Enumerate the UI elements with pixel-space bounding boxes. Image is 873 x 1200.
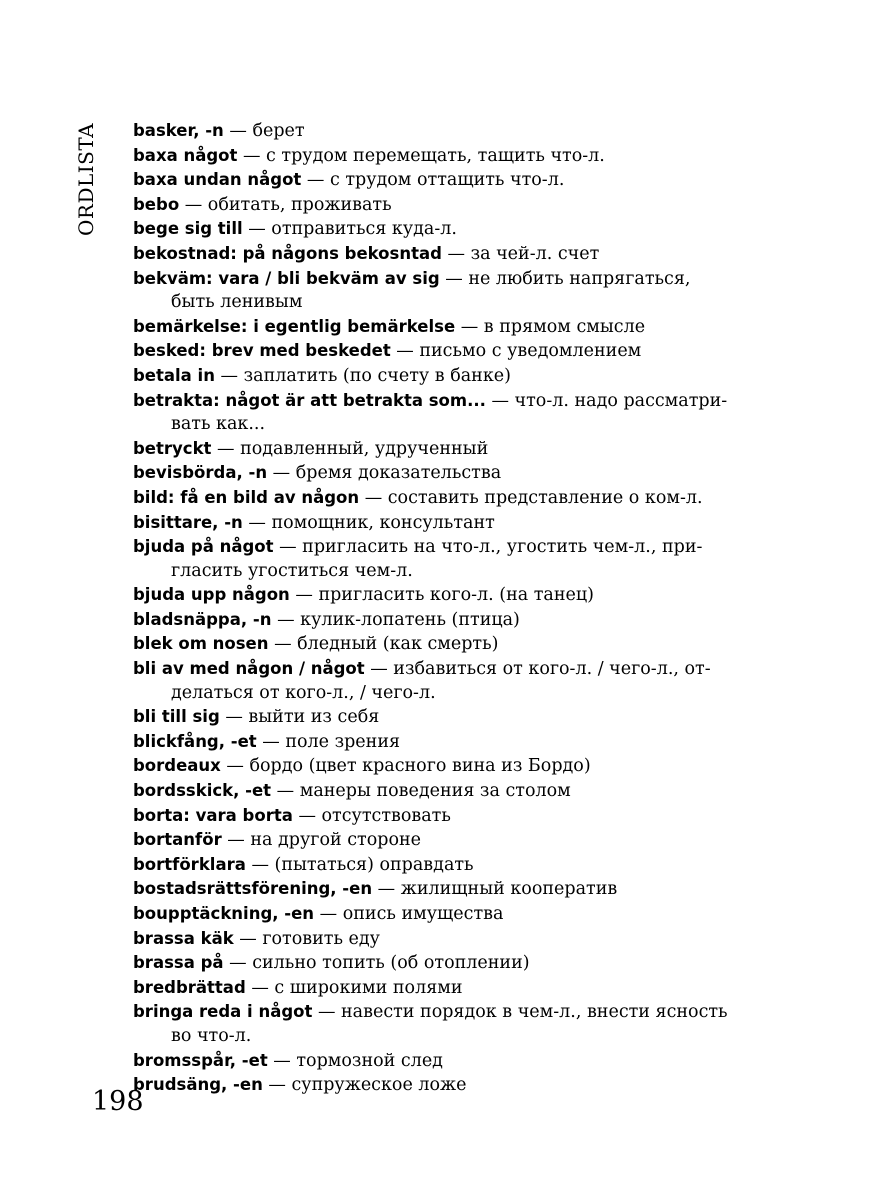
entry-headword: bemärkelse: i egentlig bemärkelse: [133, 316, 456, 336]
entry-headword: bostadsrättsförening, -en: [133, 879, 373, 899]
entry-headword: bekostnad: på någons bekosntad: [133, 243, 442, 263]
entry-headword: bild: få en bild av någon: [133, 487, 360, 507]
glossary-entry: [133, 976, 763, 1001]
entry-headword: basker, -n: [133, 121, 224, 140]
entry-headword: bladsnäppa, -n: [133, 609, 272, 629]
glossary-entry: [133, 315, 763, 340]
entry-translation: — жилищный кооператив: [377, 879, 618, 900]
entry-translation: — выйти из себя: [225, 707, 380, 728]
entry-translation: — помощник, консультант: [248, 512, 495, 533]
glossary-entry: [133, 389, 763, 437]
entry-translation: — манеры поведения за столом: [276, 781, 571, 802]
section-title: ORDLISTA: [74, 122, 98, 236]
page-number: 198: [92, 1086, 144, 1117]
glossary-entry: [133, 754, 763, 779]
entry-translation: — избавиться от кого-л. / чего-л., от-: [370, 659, 711, 680]
entry-translation: — что-л. надо рассматри-: [491, 390, 728, 411]
entry-translation: — подавленный, удрученный: [217, 438, 489, 459]
entry-translation: — не любить напрягаться,: [445, 268, 691, 289]
glossary-entry: [133, 217, 763, 242]
entry-headword: bebo: [133, 194, 180, 214]
entry-translation: — обитать, проживать: [184, 194, 392, 215]
entry-translation: — с трудом оттащить что-л.: [306, 170, 565, 191]
entry-headword: boupptäckning, -en: [133, 904, 315, 923]
entry-translation-continued: во что-л.: [171, 1025, 252, 1046]
glossary-entry: [133, 583, 763, 608]
glossary-entry: [133, 364, 763, 389]
glossary-entry: [133, 339, 763, 364]
entry-translation: — составить представление о ком-л.: [364, 487, 703, 508]
entry-headword: bordeaux: [133, 756, 221, 776]
glossary-entry: [133, 1000, 763, 1048]
entry-translation: — кулик-лопатень (птица): [277, 609, 520, 630]
glossary-entry: [133, 828, 763, 853]
glossary-entry: [133, 119, 763, 144]
entry-translation: — супружеское ложе: [268, 1075, 467, 1096]
entry-translation: — тормозной след: [273, 1050, 443, 1071]
entry-headword: bortförklara: [133, 854, 246, 874]
entry-headword: besked: brev med beskedet: [133, 341, 391, 361]
entry-translation: — бледный (как смерть): [274, 634, 499, 655]
glossary-entry: [133, 193, 763, 218]
glossary-entry: [133, 705, 763, 730]
entry-headword: bli av med någon / något: [133, 659, 365, 679]
entry-headword: betala in: [133, 365, 215, 385]
entry-translation: — сильно топить (об отоплении): [229, 953, 530, 974]
entry-translation: — бордо (цвет красного вина из Бордо): [226, 756, 591, 777]
entry-translation: — за чей-л. счет: [447, 243, 600, 264]
entry-headword: brassa käk: [133, 928, 234, 948]
entry-translation: — на другой стороне: [227, 830, 422, 851]
glossary-entry: [133, 461, 763, 486]
entry-headword: bli till sig: [133, 707, 220, 727]
entry-translation: — пригласить на что-л., угостить чем-л., при-: [279, 537, 703, 558]
glossary-list: [133, 119, 763, 1098]
glossary-entry: [133, 877, 763, 902]
entry-translation-continued: быть ленивым: [171, 292, 303, 313]
entry-translation: — опись имущества: [319, 904, 504, 924]
glossary-entry: [133, 927, 763, 952]
entry-headword: blickfång, -et: [133, 731, 257, 751]
glossary-entry: [133, 951, 763, 976]
glossary-entry: [133, 853, 763, 878]
glossary-entry: [133, 632, 763, 657]
entry-headword: bredbrättad: [133, 977, 246, 997]
entry-translation: — берет: [229, 121, 305, 141]
glossary-entry: [133, 779, 763, 804]
entry-translation-continued: гласить угоститься чем-л.: [171, 560, 413, 581]
glossary-entry: [133, 168, 763, 193]
glossary-entry: [133, 242, 763, 267]
entry-translation: — с трудом перемещать, тащить что-л.: [242, 145, 605, 166]
entry-headword: brudsäng, -en: [133, 1075, 263, 1095]
entry-headword: borta: vara borta: [133, 805, 293, 825]
entry-headword: bekväm: vara / bli bekväm av sig: [133, 268, 440, 288]
entry-translation: — в прямом смысле: [460, 316, 646, 337]
entry-headword: bevisbörda, -n: [133, 463, 268, 483]
entry-headword: bordsskick, -et: [133, 781, 272, 801]
entry-translation: — навести порядок в чем-л., внести ясность: [317, 1002, 728, 1023]
entry-headword: bjuda upp någon: [133, 585, 290, 605]
entry-headword: baxa något: [133, 145, 238, 165]
entry-translation: — заплатить (по счету в банке): [220, 365, 511, 386]
entry-translation: — бремя доказательства: [272, 463, 502, 484]
glossary-entry: [133, 437, 763, 462]
glossary-entry: [133, 1049, 763, 1074]
entry-translation: — отправиться куда-л.: [248, 219, 457, 240]
entry-headword: bjuda på något: [133, 537, 274, 557]
entry-translation: — поле зрения: [262, 731, 401, 752]
entry-headword: bege sig till: [133, 219, 243, 239]
glossary-entry: [133, 267, 763, 315]
entry-translation: — отсутствовать: [298, 805, 451, 826]
entry-headword: blek om nosen: [133, 634, 269, 654]
glossary-entry: [133, 535, 763, 583]
glossary-entry: [133, 730, 763, 755]
entry-translation: — письмо с уведомлением: [396, 341, 642, 362]
entry-headword: baxa undan något: [133, 170, 302, 190]
glossary-entry: [133, 486, 763, 511]
entry-headword: bringa reda i något: [133, 1002, 313, 1022]
glossary-entry: [133, 1073, 763, 1098]
entry-headword: bortanför: [133, 830, 222, 850]
glossary-entry: [133, 657, 763, 705]
entry-headword: bromsspår, -et: [133, 1050, 268, 1070]
entry-translation: — пригласить кого-л. (на танец): [295, 585, 594, 606]
entry-translation: — с широкими полями: [251, 977, 463, 998]
glossary-entry: [133, 511, 763, 536]
entry-translation-continued: делаться от кого-л., / чего-л.: [171, 682, 436, 703]
glossary-entry: [133, 608, 763, 633]
entry-headword: betrakta: något är att betrakta som...: [133, 390, 486, 410]
entry-headword: betryckt: [133, 438, 212, 458]
glossary-entry: [133, 804, 763, 829]
entry-translation: — (пытаться) оправдать: [251, 854, 474, 875]
entry-headword: bisittare, -n: [133, 512, 243, 532]
entry-headword: brassa på: [133, 953, 224, 973]
glossary-entry: [133, 144, 763, 169]
entry-translation-continued: вать как...: [171, 414, 266, 435]
glossary-entry: [133, 902, 763, 927]
entry-translation: — готовить еду: [239, 928, 380, 949]
